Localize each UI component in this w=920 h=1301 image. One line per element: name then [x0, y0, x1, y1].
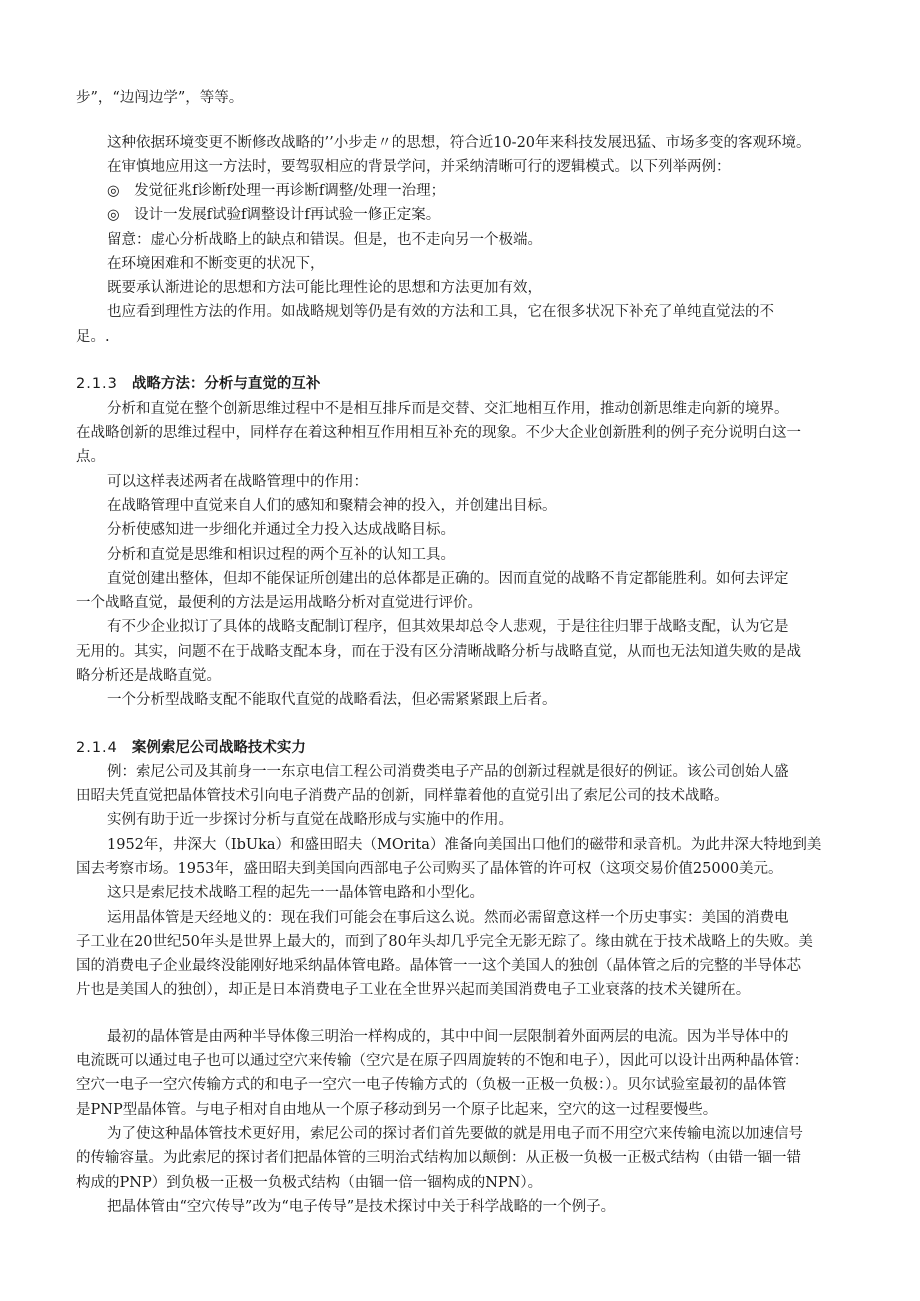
text-line: 在战略创新的思维过程中，同样存在着这种相互作用相互补充的现象。不少大企业创新胜利的例子充分说明白这一	[76, 425, 801, 441]
text-line: 既要承认渐进论的思想和方法可能比理性论的思想和方法更加有效，	[107, 280, 542, 296]
text-line: 为了使这种晶体管技术更好用，索尼公司的探讨者们首先要做的就是用电子而不用空穴来传输电流以加速信号	[107, 1126, 803, 1142]
text-line: 分析和直觉在整个创新思维过程中不是相互排斥而是交替、交汇地相互作用，推动创新思维走向新的境界。	[107, 401, 789, 417]
text-line: 一个分析型战略支配不能取代直觉的战略看法，但必需紧紧跟上后者。	[107, 692, 557, 708]
text-line: 步”，“边闯边学”，等等。	[76, 90, 244, 106]
section-title: 战略方法：分析与直觉的互补	[131, 376, 321, 392]
text-line: 电流既可以通过电子也可以通过空穴来传输（空穴是在原子四周旋转的不饱和电子），因此可以设计出两种晶体管：	[76, 1053, 809, 1069]
text-line: 构成的PNP）到负极一正极一负极式结构（由锢一倍一锢构成的NPN）。	[76, 1175, 543, 1191]
text-line: 田昭夫凭直觉把晶体管技术引向电子消费产品的创新，同样靠着他的直觉引出了索尼公司的技术战略。	[76, 788, 729, 804]
text-line: 一个战略直觉，最便利的方法是运用战略分析对直觉进行评价。	[76, 595, 482, 611]
section-number: 2.1.3	[76, 376, 118, 392]
text-line: 也应看到理性方法的作用。如战略规划等仍是有效的方法和工具，它在很多状况下补充了单纯直觉法的不	[107, 304, 774, 320]
text-line: 无用的。其实，问题不在于战略支配本身，而在于没有区分清晰战略分析与战略直觉，从而也无法知道失败的是战	[76, 644, 801, 660]
text-line: 1952年，井深大（IbUka）和盛田昭夫（MOrita）准备向美国出口他们的磁带和录音机。为此井深大特地到美	[107, 837, 822, 853]
section-number: 2.1.4	[76, 740, 118, 756]
section-heading-2-1-3	[76, 374, 320, 394]
text-line: 点。	[76, 449, 105, 465]
text-line: 在环境困难和不断变更的状况下，	[107, 256, 325, 272]
text-line: 在审慎地应用这一方法时，要驾驭相应的背景学问，并采纳清晰可行的逻辑模式。以下列举两例：	[107, 159, 731, 175]
text-line: 子工业在20世纪50年头是世界上最大的，而到了80年头却几乎完全无影无踪了。缘由就在于技术战略上的失败。美	[76, 934, 813, 950]
text-line: 国的消费电子企业最终没能刚好地采纳晶体管电路。晶体管一一这个美国人的独创（晶体管之后的完整的半导体芯	[76, 958, 801, 974]
text-line: 留意：虚心分析战略上的缺点和错误。但是，也不走向另一个极端。	[107, 232, 542, 248]
text-line: 在战略管理中直觉来自人们的感知和聚精会神的投入，并创建出目标。	[107, 498, 557, 514]
section-title: 案例索尼公司战略技术实力	[131, 740, 306, 756]
text-line: 分析使感知进一步细化并通过全力投入达成战略目标。	[107, 522, 455, 538]
text-line: 是PNP型晶体管。与电子相对自由地从一个原子移动到另一个原子比起来，空穴的这一过程要慢些。	[76, 1102, 718, 1118]
text-line: 国去考察市场。1953年，盛田昭夫到美国向西部电子公司购买了晶体管的许可权（这项交易价值25000美元。	[76, 861, 783, 877]
text-line: 可以这样表述两者在战略管理中的作用：	[107, 474, 368, 490]
text-line: 分析和直觉是思维和相识过程的两个互补的认知工具。	[107, 547, 455, 563]
text-line: ◎ 发觉征兆f诊断f处理一再诊断f调整/处理一治理；	[107, 183, 446, 199]
text-line: 这种依据环境变更不断修改战略的’’小步走〃的思想，符合近10-20年来科技发展迅猛、市场多变的客观环境。	[107, 135, 811, 151]
text-line: 直觉创建出整体，但却不能保证所创建出的总体都是正确的。因而直觉的战略不肯定都能胜利。如何去评定	[107, 571, 789, 587]
text-line: 这只是索尼技术战略工程的起先一一晶体管电路和小型化。	[107, 885, 484, 901]
text-line: ◎ 设计一发展f试验f调整设计f再试验一修正定案。	[107, 207, 441, 223]
text-line: 足。.	[76, 329, 110, 345]
text-line: 的传输容量。为此索尼的探讨者们把晶体管的三明治式结构加以颠倒：从正极一负极一正极式结构（由错一锢一错	[76, 1150, 801, 1166]
section-heading-2-1-4	[76, 738, 306, 758]
text-line: 略分析还是战略直觉。	[76, 668, 221, 684]
text-line: 最初的晶体管是由两种半导体像三明治一样构成的，其中中间一层限制着外面两层的电流。因为半导体中的	[107, 1029, 789, 1045]
text-line: 例：索尼公司及其前身一一东京电信工程公司消费类电子产品的创新过程就是很好的例证。该公司创始人盛	[107, 764, 789, 780]
text-line: 把晶体管由“空穴传导”改为“电子传导”是技术探讨中关于科学战略的一个例子。	[107, 1199, 616, 1215]
text-line: 片也是美国人的独创），却正是日本消费电子工业在全世界兴起而美国消费电子工业衰落的技术关键所在。	[76, 982, 751, 998]
text-line: 实例有助于近一步探讨分析与直觉在战略形成与实施中的作用。	[107, 812, 513, 828]
text-line: 有不少企业拟订了具体的战略支配制订程序，但其效果却总令人悲观，于是往往归罪于战略支配，认为它是	[107, 619, 789, 635]
text-line: 运用晶体管是天经地义的：现在我们可能会在事后这么说。然而必需留意这样一个历史事实：美国的消费电	[107, 910, 789, 926]
text-line: 空穴一电子一空穴传输方式的和电子一空穴一电子传输方式的（负极一正极一负极：）。贝尔试验室最初的晶体管	[76, 1077, 787, 1093]
